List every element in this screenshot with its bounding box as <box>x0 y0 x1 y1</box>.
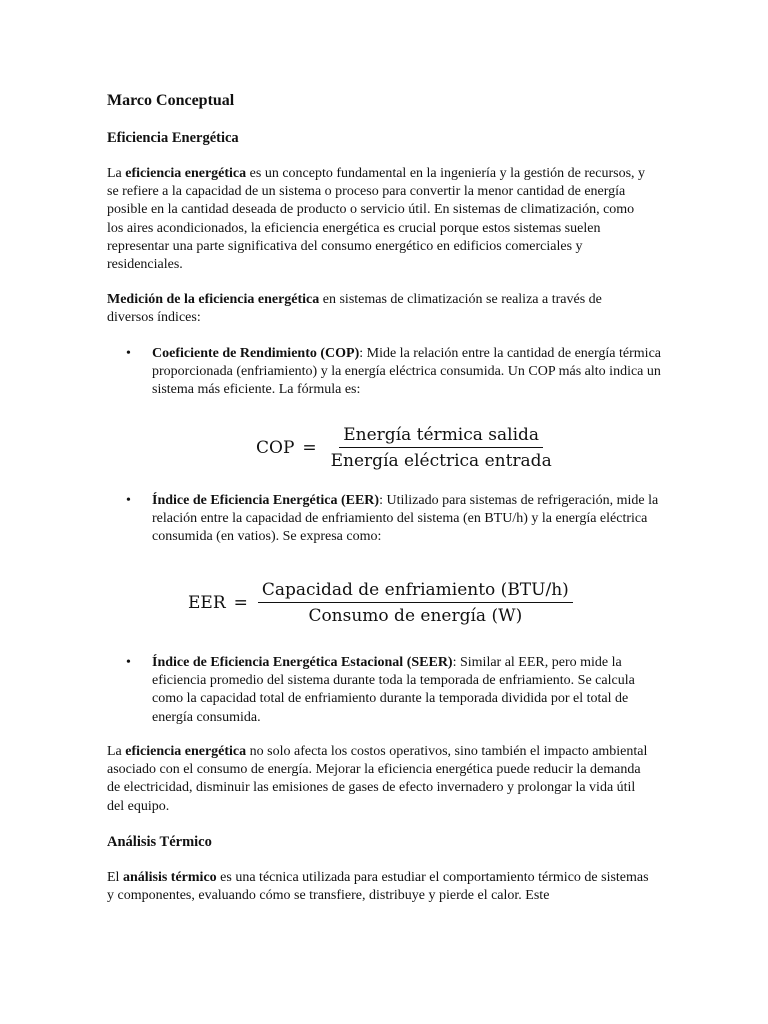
formula-lhs: COP <box>256 438 295 458</box>
list-item-text: : Utilizado para sistemas de refrigeración, mide la relación entre la capacidad de enfriamiento del sistema (en BTU/h) y la energía eléctrica consumida (en vatios). Se expresa como: <box>152 493 659 545</box>
list-item-cop <box>126 345 662 400</box>
paragraph-impacto <box>107 743 652 816</box>
section-heading-eficiencia: Eficiencia Energética <box>107 130 239 146</box>
paragraph-text: es un concepto fundamental en la ingeniería y la gestión de recursos, y se refiere a la capacidad de un sistema o proceso para convertir la menor cantidad de energía posible en la cantidad deseada de producto o servicio útil. En sistemas de climatización, como los aires acondicionados, la eficiencia energética es crucial porque estos sistemas suelen representar una parte significativa del consumo energético en edificios comerciales y residenciales. <box>107 166 646 273</box>
bold-term: eficiencia energética <box>125 744 247 759</box>
formula-denominator: Consumo de energía (W) <box>308 606 523 626</box>
paragraph-text: no solo afecta los costos operativos, sino también el impacto ambiental asociado con el consumo de energía. Mejorar la eficiencia energética puede reducir la demanda de electricidad, disminuir las emisiones de gases de efecto invernadero y prolongar la vida útil del equipo. <box>107 744 648 814</box>
paragraph-intro <box>107 165 652 274</box>
page-title: Marco Conceptual <box>107 92 235 109</box>
formula-numerator: Capacidad de enfriamiento (BTU/h) <box>258 580 573 603</box>
bullet-icon: • <box>126 346 131 361</box>
paragraph-text: El <box>107 870 123 885</box>
bold-term: Coeficiente de Rendimiento (COP) <box>152 346 360 361</box>
paragraph-analisis <box>107 869 652 905</box>
section-heading-analisis: Análisis Térmico <box>107 834 212 850</box>
paragraph-text: La <box>107 744 126 759</box>
bold-term: análisis térmico <box>122 870 217 885</box>
bullet-icon: • <box>126 493 131 508</box>
formula-equals: = <box>233 593 248 613</box>
formula-cop <box>256 425 556 471</box>
formula-fraction <box>258 580 573 626</box>
formula-eer <box>188 580 573 626</box>
list-item-seer <box>126 654 662 727</box>
list-item-eer <box>126 492 662 547</box>
paragraph-text: en sistemas de climatización se realiza a través de diversos índices: <box>107 292 602 326</box>
formula-fraction <box>327 425 556 471</box>
formula-equals: = <box>302 438 317 458</box>
formula-lhs: EER <box>188 593 226 613</box>
bold-term: Medición de la eficiencia energética <box>107 292 320 307</box>
paragraph-text: es una técnica utilizada para estudiar el comportamiento térmico de sistemas y componentes, evaluando cómo se transfiere, distribuye y pierde el calor. Este <box>107 870 649 904</box>
bold-term: Índice de Eficiencia Energética Estacional (SEER) <box>152 655 453 670</box>
paragraph-medicion <box>107 291 652 327</box>
formula-denominator: Energía eléctrica entrada <box>330 451 552 471</box>
formula-numerator: Energía térmica salida <box>339 425 543 448</box>
paragraph-text: La <box>107 166 126 181</box>
bold-term: eficiencia energética <box>125 166 247 181</box>
list-item-text: : Similar al EER, pero mide la eficiencia promedio del sistema durante toda la temporada de enfriamiento. Se calcula como la capacidad total de enfriamiento durante la temporada dividida por el total de energía consumida. <box>152 655 635 725</box>
bold-term: Índice de Eficiencia Energética (EER) <box>152 493 380 508</box>
bullet-icon: • <box>126 655 131 670</box>
list-item-text: : Mide la relación entre la cantidad de energía térmica proporcionada (enfriamiento) y la energía eléctrica consumida. Un COP más alto indica un sistema más eficiente. La fórmula es: <box>152 346 661 398</box>
